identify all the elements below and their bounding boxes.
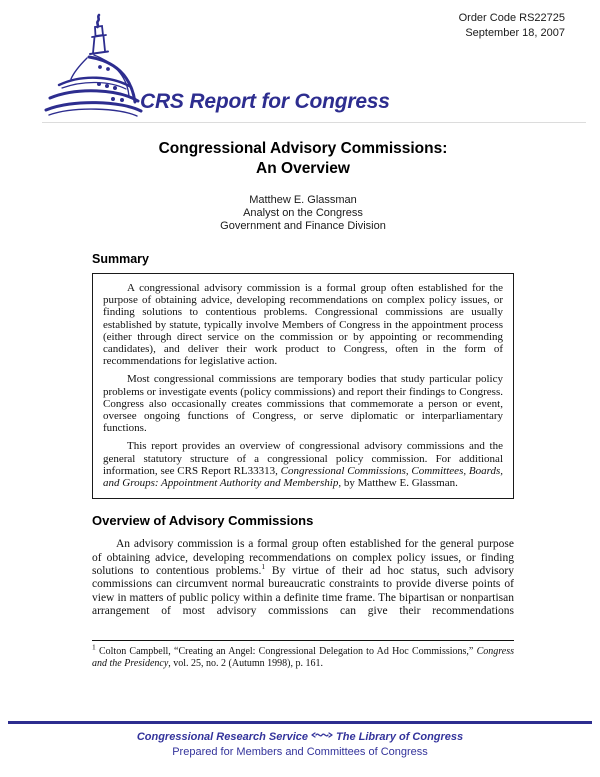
summary-paragraph-2: Most congressional commissions are temporary bodies that study particular policy problems or investigate events (policy commissions) and report their findings to Congress. Congress also occasionally creates commissions that commemorate a person or event, oversee ongoing functions of Congress, or serve diplomatic or interparliamentary functions. <box>103 373 503 435</box>
summary-box <box>92 273 514 499</box>
author-block <box>92 194 514 233</box>
page-footer <box>0 729 600 759</box>
header-divider <box>42 122 586 123</box>
footer-org-line: Congressional Research Service The Library of Congress <box>136 731 464 743</box>
report-date: September 18, 2007 <box>465 26 565 39</box>
report-title <box>92 139 514 179</box>
summary-heading: Summary <box>92 252 149 266</box>
author-division: Government and Finance Division <box>220 220 386 232</box>
wave-ornament-icon <box>311 729 333 744</box>
summary-paragraph-1: A congressional advisory commission is a formal group often established for the purpose of obtaining advice, developing recommendations on complex policy issues, or finding solutions to contentious problems. Congressional commissions are usually established by statute, typically involve Members of Congress in the appointment process (either through direct service on the commission or by appointing or recommending candidates), and deliver their work product to Congress, often in the form of recommendations for legislative action. <box>103 282 503 368</box>
footnote-ref: 1 <box>261 562 266 572</box>
order-code: Order Code RS22725 <box>458 12 565 24</box>
author-name: Matthew E. Glassman <box>249 194 357 206</box>
overview-paragraph: An advisory commission is a formal group often established for the general purpose of obtaining advice, developing recommendations on complex policy issues, or finding solutions to contentious problems.$^1$ By virtue of their ad hoc status, such advisory commissions can circumvent normal bureaucratic constraints to provide diverse points of view in matters of public policy within a definite time frame. The bipartisan or nonpartisan arrangement of most advisory commissions can give their recommendations <box>92 538 514 618</box>
report-title-line1: Congressional Advisory Commissions: <box>158 140 448 157</box>
overview-heading: Overview of Advisory Commissions <box>92 513 314 529</box>
capitol-dome-icon <box>42 12 146 122</box>
order-code-block <box>459 11 565 40</box>
footer-divider <box>8 721 592 724</box>
brand-title: CRS Report for Congress <box>140 90 390 113</box>
report-title-line2: An Overview <box>256 160 350 177</box>
footer-tagline: Prepared for Members and Committees of Congress <box>172 745 428 758</box>
footnote-text: $^1$ Colton Campbell, “Creating an Angel: Congressional Delegation to Ad Hoc Commissions,” Congress and the Presidency, vol. 25, no. 2 (Autumn 1998), p. 161. <box>92 642 514 670</box>
author-role: Analyst on the Congress <box>243 207 363 219</box>
footnote-number: 1 <box>92 642 96 652</box>
summary-paragraph-3: This report provides an overview of congressional advisory commissions and the general statutory structure of a congressional policy commission. For additional information, see CRS Report RL33313, Congressional Commissions, Committees, Boards, and Groups: Appointment Authority and Membership, by Matthew E. Glassman. <box>103 440 503 490</box>
main-content <box>92 139 514 671</box>
footnote-divider <box>92 640 514 641</box>
